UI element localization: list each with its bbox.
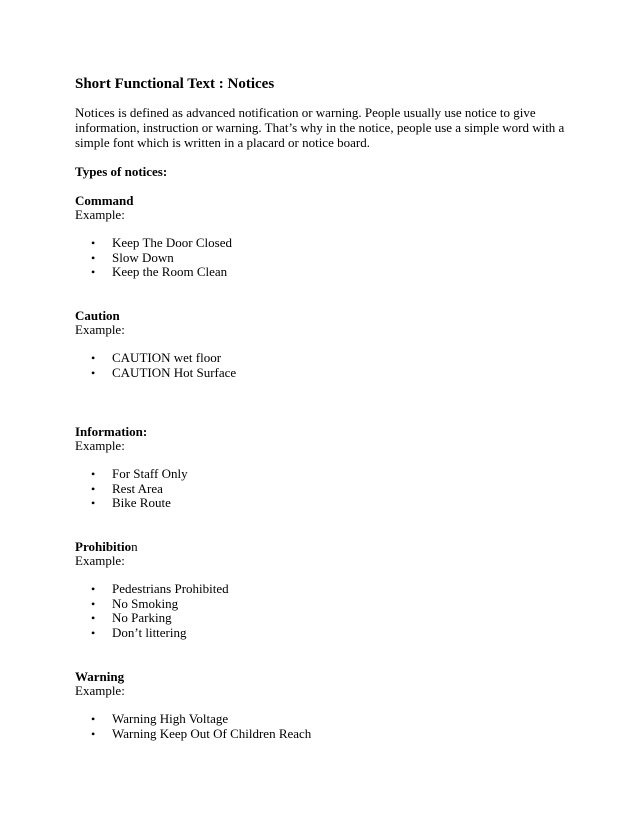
- list-item: [75, 611, 229, 626]
- example-label: Example:: [75, 683, 125, 698]
- bullet-icon: •: [91, 481, 96, 496]
- section-title-text: Information:: [75, 424, 148, 439]
- list-item-text: Warning High Voltage: [112, 711, 229, 726]
- bullet-icon: •: [91, 726, 96, 741]
- section-title-caution: [75, 308, 120, 323]
- section-title-prohibition: [75, 539, 138, 554]
- types-heading: Types of notices:: [75, 164, 168, 179]
- bullet-icon: •: [91, 611, 96, 625]
- list-item-text: Rest Area: [112, 480, 163, 496]
- section-title-text: Caution: [75, 308, 120, 323]
- information-list: [75, 467, 188, 511]
- list-item-text: Don’t littering: [112, 624, 187, 640]
- list-item: [75, 351, 236, 366]
- list-item-text: CAUTION wet floor: [112, 350, 222, 365]
- intro-paragraph: [75, 105, 565, 150]
- bullet-icon: •: [91, 265, 96, 279]
- warning-list: [75, 712, 311, 741]
- list-item: [75, 265, 232, 280]
- list-item: [75, 236, 232, 251]
- bullet-icon: •: [91, 496, 96, 510]
- bullet-icon: •: [91, 712, 96, 726]
- list-item-text: Pedestrians Prohibited: [112, 581, 229, 596]
- section-title-text: Prohibitio: [75, 539, 132, 554]
- example-label: Example:: [75, 553, 125, 568]
- list-item-text: Warning Keep Out Of Children Reach: [112, 725, 312, 741]
- list-item-text: For Staff Only: [112, 466, 188, 481]
- list-item-text: Bike Route: [112, 495, 171, 510]
- list-item: [75, 251, 232, 266]
- list-item: [75, 467, 188, 482]
- section-title-tail: n: [131, 539, 138, 554]
- list-item-text: No Parking: [112, 610, 172, 625]
- section-title-text: Warning: [75, 669, 125, 684]
- list-item: [75, 366, 236, 381]
- list-item-text: CAUTION Hot Surface: [112, 364, 237, 380]
- example-label: Example:: [75, 322, 125, 337]
- list-item-text: Keep the Room Clean: [112, 264, 228, 279]
- list-item-text: Keep The Door Closed: [112, 235, 232, 250]
- command-list: [75, 236, 232, 280]
- bullet-icon: •: [91, 625, 96, 640]
- bullet-icon: •: [91, 582, 96, 596]
- list-item: [75, 496, 188, 511]
- prohibition-list: [75, 582, 229, 640]
- list-item: [75, 597, 229, 612]
- example-label: Example:: [75, 438, 125, 453]
- section-title-text: Command: [75, 193, 134, 208]
- list-item-text: Slow Down: [112, 249, 174, 265]
- document-title: Short Functional Text : Notices: [75, 76, 275, 92]
- caution-list: [75, 351, 236, 380]
- bullet-icon: •: [91, 467, 96, 481]
- bullet-icon: •: [91, 351, 96, 365]
- bullet-icon: •: [91, 236, 96, 250]
- list-item: [75, 582, 229, 597]
- section-title-warning: [75, 669, 124, 684]
- intro-line: Notices is defined as advanced notification or warning. People usually use notice to give: [75, 105, 536, 120]
- example-label: Example:: [75, 207, 125, 222]
- section-title-information: [75, 424, 147, 439]
- intro-line: information, instruction or warning. That’s why in the notice, people use a simple word with a: [75, 120, 565, 135]
- list-item: [75, 712, 311, 727]
- list-item-text: No Smoking: [112, 595, 179, 611]
- list-item: [75, 727, 311, 742]
- bullet-icon: •: [91, 250, 96, 265]
- section-title-command: [75, 193, 134, 208]
- intro-line: simple font which is written in a placard or notice board.: [75, 135, 370, 150]
- list-item: [75, 626, 229, 641]
- list-item: [75, 482, 188, 497]
- bullet-icon: •: [91, 596, 96, 611]
- bullet-icon: •: [91, 365, 96, 380]
